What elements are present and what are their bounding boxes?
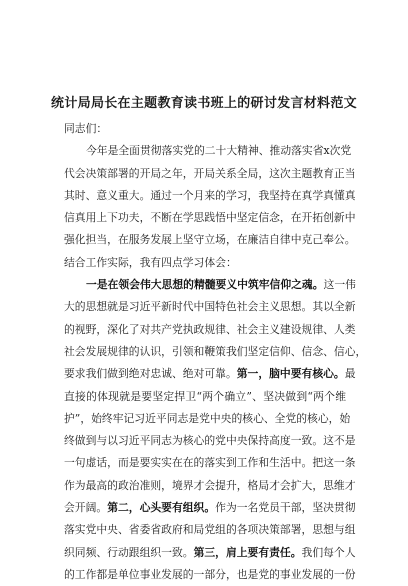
paragraph-line: 落实党中央、省委省政府和局党组的各项决策部署，思想与组	[64, 523, 356, 537]
paragraph-line	[64, 274, 356, 296]
greeting: 同志们：	[64, 122, 108, 135]
paragraph-line: 终做到与以习近平同志为核心的党中央保持高度一致。这不是	[64, 434, 356, 448]
paragraph-text: 我们每个人	[301, 545, 356, 559]
paragraph-line: 一句虚话，而是要实实在在的落实到工作和生活中。把这一条	[64, 456, 356, 470]
paragraph-intro	[64, 140, 356, 274]
paragraph-text: 织同频、行动跟组织一致。	[64, 545, 194, 559]
paragraph-text: 要求我们做到绝对忠诚、绝对可靠。	[64, 367, 237, 381]
paragraph-point-one	[64, 274, 367, 586]
paragraph-line	[64, 363, 356, 385]
document-title: 统计局局长在主题教育读书班上的研讨发言材料范文	[51, 96, 357, 111]
point-label: 第三，肩上要有责任。	[193, 545, 302, 559]
paragraph-line: 代会决策部署的开局之年，开局关系全局，这次主题教育正当	[64, 166, 356, 180]
paragraph-line: 大的思想就是习近平新时代中国特色社会主义思想。其以全新	[64, 300, 356, 314]
section-heading: 一是在领会伟大思想的精髓要义中筑牢信仰之魂。	[86, 278, 324, 292]
document-body	[64, 118, 367, 586]
paragraph-line: 其时、意义重大。通过一个月来的学习，我坚持在真学真懂真	[64, 188, 356, 202]
paragraph-line: 的视野，深化了对共产党执政规律、社会主义建设规律、人类	[64, 322, 356, 336]
paragraph-line	[64, 542, 356, 564]
paragraph-line: 信真用上下功夫，不断在学思践悟中坚定信念，在开拓创新中	[64, 211, 356, 225]
paragraph-line: 作为最高的政治准则，境界才会提升，格局才会扩大，思维才	[64, 478, 356, 492]
paragraph-text: 最	[344, 367, 356, 381]
paragraph-text: 作为一名党员干部，坚决贯彻	[215, 501, 356, 515]
paragraph-line: 强化担当，在服务发展上坚守立场，在廉洁自律中克己奉公。	[64, 233, 356, 247]
paragraph-line: 今年是全面贯彻落实党的二十大精神、推动落实省x次党	[86, 144, 352, 158]
paragraph-text: 这一伟	[323, 278, 356, 292]
point-label: 第一，脑中要有核心。	[236, 367, 345, 381]
paragraph-line	[64, 497, 356, 519]
point-label: 第二，心头要有组织。	[107, 501, 216, 515]
paragraph-line: 护”，始终牢记习近平同志是党中央的核心、全党的核心，始	[64, 411, 351, 425]
paragraph-line: 社会发展规律的认识，引领和鞭策我们坚定信仰、信念、信心，	[64, 344, 367, 358]
paragraph-line: 直接的体现就是要坚定捍卫“两个确立”、坚决做到“两个维	[64, 389, 346, 403]
paragraph-text: 会开阔。	[64, 501, 108, 515]
paragraph-line: 的工作都是单位事业发展的一部分，也是党的事业发展的一份	[64, 567, 356, 581]
paragraph-line: 结合工作实际，我有四点学习体会：	[64, 255, 237, 269]
